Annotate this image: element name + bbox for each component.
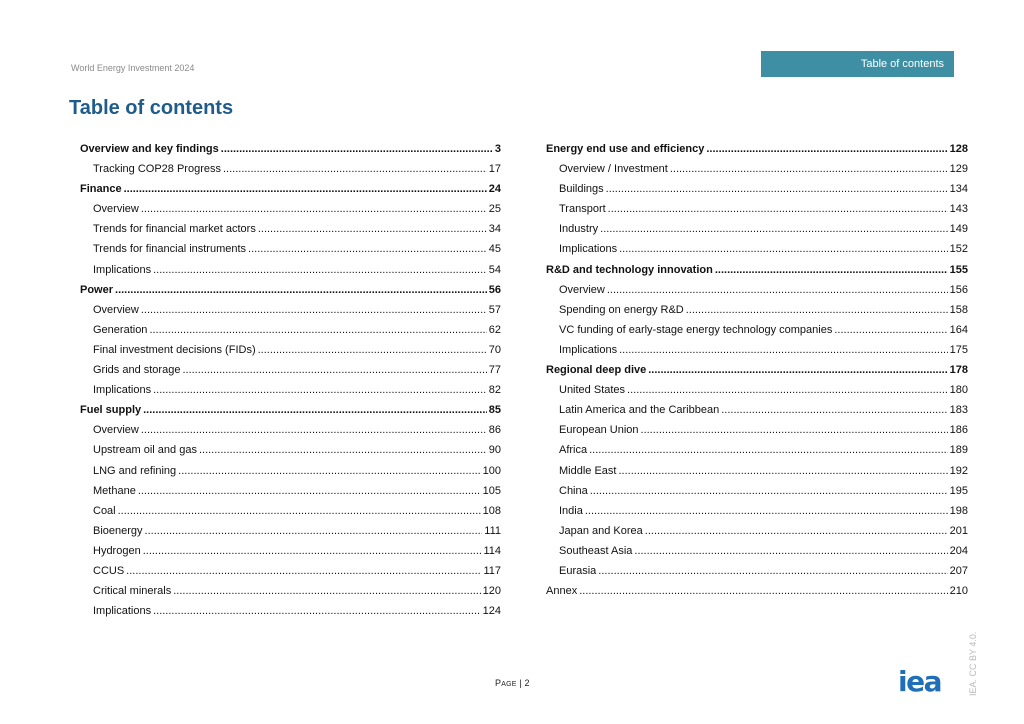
- toc-entry[interactable]: [80, 260, 501, 280]
- toc-entry-label: Implications: [93, 263, 152, 276]
- toc-entry-label: Power: [80, 283, 114, 296]
- toc-entry[interactable]: [546, 159, 968, 179]
- toc-dot-leader: [118, 501, 481, 521]
- toc-page-number: 156: [949, 283, 968, 296]
- toc-entry[interactable]: [80, 340, 501, 360]
- toc-dot-leader: [607, 280, 948, 300]
- toc-dot-leader: [248, 239, 487, 259]
- toc-entry[interactable]: [80, 561, 501, 581]
- toc-section-entry[interactable]: [80, 139, 501, 159]
- toc-entry[interactable]: [546, 340, 968, 360]
- toc-dot-leader: [834, 320, 947, 340]
- toc-column-right: [546, 139, 968, 601]
- toc-entry-label: Spending on energy R&D: [559, 303, 684, 316]
- toc-entry-label: Energy end use and efficiency: [546, 143, 705, 155]
- toc-entry-label: Annex: [546, 585, 578, 598]
- toc-page-number: 45: [488, 243, 501, 256]
- toc-entry-label: Finance: [80, 183, 122, 196]
- toc-entry-label: Trends for financial market actors: [93, 223, 256, 236]
- toc-entry[interactable]: [546, 440, 968, 460]
- toc-dot-leader: [182, 360, 486, 380]
- report-title: World Energy Investment 2024: [71, 63, 195, 73]
- toc-page-number: 134: [949, 183, 968, 196]
- toc-dot-leader: [153, 380, 487, 400]
- toc-page-number: 180: [949, 384, 968, 397]
- toc-entry-label: Industry: [559, 223, 599, 236]
- toc-section-entry[interactable]: [80, 179, 501, 199]
- toc-entry[interactable]: [546, 420, 968, 440]
- toc-entry[interactable]: [80, 380, 501, 400]
- toc-dot-leader: [585, 501, 948, 521]
- toc-dot-leader: [141, 199, 487, 219]
- toc-dot-leader: [145, 521, 483, 541]
- toc-entry-label: Critical minerals: [93, 585, 172, 598]
- toc-dot-leader: [686, 300, 948, 320]
- toc-section-entry[interactable]: [546, 139, 968, 159]
- toc-entry-label: Regional deep dive: [546, 364, 647, 377]
- toc-page-number: 149: [949, 223, 968, 236]
- toc-entry-label: VC funding of early-stage energy technology companies: [559, 323, 833, 336]
- toc-page-number: 204: [949, 544, 968, 557]
- toc-entry-label: Middle East: [559, 464, 617, 477]
- toc-dot-leader: [600, 219, 948, 239]
- toc-page-number: 108: [482, 504, 501, 517]
- toc-dot-leader: [715, 260, 948, 280]
- toc-dot-leader: [618, 461, 947, 481]
- toc-page-number: 54: [488, 263, 501, 276]
- toc-entry-label: China: [559, 484, 588, 497]
- toc-page-number: 62: [488, 323, 501, 336]
- toc-dot-leader: [619, 340, 948, 360]
- toc-entry[interactable]: [80, 541, 501, 561]
- toc-entry[interactable]: [546, 561, 968, 581]
- toc-entry-label: Grids and storage: [93, 364, 181, 377]
- toc-dot-leader: [143, 541, 482, 561]
- toc-entry[interactable]: [80, 159, 501, 179]
- toc-dot-leader: [138, 481, 481, 501]
- toc-entry-label: Generation: [93, 323, 148, 336]
- toc-page-number: 85: [488, 404, 501, 417]
- toc-page-number: 111: [484, 524, 501, 537]
- toc-dot-leader: [706, 139, 947, 159]
- toc-page-number: 114: [483, 544, 501, 557]
- toc-entry-label: Latin America and the Caribbean: [559, 404, 720, 417]
- toc-dot-leader: [153, 260, 487, 280]
- toc-page-number: 189: [949, 444, 968, 457]
- toc-entry-label: Southeast Asia: [559, 544, 633, 557]
- page-number-footer: [495, 678, 530, 688]
- toc-entry[interactable]: [546, 541, 968, 561]
- toc-entry[interactable]: [80, 521, 501, 541]
- toc-page-number: 178: [949, 364, 968, 377]
- toc-entry[interactable]: [80, 501, 501, 521]
- toc-entry-label: Overview: [93, 424, 139, 437]
- toc-page-number: 186: [949, 424, 968, 437]
- toc-entry-label: R&D and technology innovation: [546, 263, 713, 276]
- toc-entry-label: European Union: [559, 424, 639, 437]
- toc-dot-leader: [608, 199, 948, 219]
- page-label-rest: AGE: [501, 681, 517, 688]
- toc-page-number: 210: [949, 585, 968, 598]
- toc-dot-leader: [721, 400, 947, 420]
- toc-entry[interactable]: [546, 320, 968, 340]
- toc-entry[interactable]: [546, 179, 968, 199]
- toc-dot-leader: [579, 581, 947, 601]
- toc-dot-leader: [590, 481, 948, 501]
- toc-entry-label: Bioenergy: [93, 524, 143, 537]
- toc-dot-leader: [173, 581, 480, 601]
- toc-entry[interactable]: [80, 581, 501, 601]
- toc-page-number: 70: [488, 343, 501, 356]
- toc-dot-leader: [648, 360, 947, 380]
- toc-page-number: 100: [482, 464, 501, 477]
- toc-section-entry[interactable]: [546, 260, 968, 280]
- toc-entry[interactable]: [546, 280, 968, 300]
- toc-entry-label: Overview: [93, 203, 139, 216]
- toc-entry-label: Implications: [559, 343, 618, 356]
- toc-dot-leader: [258, 219, 487, 239]
- toc-page-number: 3: [494, 143, 501, 155]
- toc-dot-leader: [641, 420, 948, 440]
- toc-entry[interactable]: [80, 440, 501, 460]
- toc-entry[interactable]: [546, 581, 968, 601]
- toc-page-number: 34: [488, 223, 501, 236]
- toc-entry[interactable]: [80, 420, 501, 440]
- toc-page-number: 77: [488, 364, 501, 377]
- toc-page-number: 192: [949, 464, 968, 477]
- toc-entry-label: United States: [559, 384, 626, 397]
- toc-page-number: 24: [488, 183, 501, 196]
- toc-page-number: 82: [488, 384, 501, 397]
- toc-dot-leader: [115, 280, 487, 300]
- toc-entry[interactable]: [80, 239, 501, 259]
- toc-entry-label: Fuel supply: [80, 404, 142, 417]
- toc-section-entry[interactable]: [80, 280, 501, 300]
- toc-page-number: 158: [949, 303, 968, 316]
- toc-dot-leader: [606, 179, 948, 199]
- toc-entry[interactable]: [546, 501, 968, 521]
- toc-dot-leader: [124, 179, 487, 199]
- toc-dot-leader: [670, 159, 948, 179]
- page-title: Table of contents: [69, 97, 234, 119]
- toc-entry[interactable]: [546, 521, 968, 541]
- toc-entry-label: Coal: [93, 504, 116, 517]
- toc-page-number: 57: [488, 303, 501, 316]
- toc-page-number: 207: [949, 564, 968, 577]
- toc-dot-leader: [178, 461, 480, 481]
- toc-dot-leader: [223, 159, 487, 179]
- toc-dot-leader: [199, 440, 487, 460]
- toc-dot-leader: [619, 239, 948, 259]
- toc-entry-label: Africa: [559, 444, 588, 457]
- toc-page-number: 17: [488, 163, 501, 176]
- toc-entry[interactable]: [546, 461, 968, 481]
- toc-dot-leader: [598, 561, 947, 581]
- license-note: IEA. CC BY 4.0.: [968, 631, 978, 696]
- toc-page-number: 152: [949, 243, 968, 256]
- toc-entry[interactable]: [80, 219, 501, 239]
- toc-page-number: 25: [488, 203, 501, 216]
- toc-page-number: 143: [949, 203, 968, 216]
- toc-page-number: 183: [949, 404, 968, 417]
- toc-entry-label: Overview / Investment: [559, 163, 668, 176]
- toc-page-number: 105: [482, 484, 501, 497]
- toc-page-number: 195: [949, 484, 968, 497]
- toc-entry-label: India: [559, 504, 583, 517]
- toc-page-number: 120: [482, 585, 501, 598]
- toc-dot-leader: [627, 380, 948, 400]
- toc-entry[interactable]: [546, 239, 968, 259]
- toc-dot-leader: [141, 420, 487, 440]
- toc-entry-label: Implications: [559, 243, 618, 256]
- toc-dot-leader: [153, 601, 481, 621]
- toc-entry[interactable]: [80, 601, 501, 621]
- page-label-initial: P: [495, 678, 502, 688]
- toc-entry-label: CCUS: [93, 564, 125, 577]
- page-separator: |: [516, 678, 525, 688]
- toc-page-number: 128: [949, 143, 968, 155]
- toc-entry-label: Implications: [93, 605, 152, 618]
- toc-entry-label: Japan and Korea: [559, 524, 643, 537]
- toc-page-number: 90: [488, 444, 501, 457]
- toc-section-tab[interactable]: Table of contents: [761, 51, 954, 77]
- toc-page-number: 198: [949, 504, 968, 517]
- toc-entry-label: Overview: [559, 283, 605, 296]
- toc-entry-label: Transport: [559, 203, 606, 216]
- toc-entry[interactable]: [80, 300, 501, 320]
- toc-section-entry[interactable]: [546, 360, 968, 380]
- toc-entry-label: Eurasia: [559, 564, 597, 577]
- toc-entry-label: LNG and refining: [93, 464, 177, 477]
- toc-dot-leader: [645, 521, 948, 541]
- toc-page-number: 164: [949, 323, 968, 336]
- toc-entry-label: Overview and key findings: [80, 143, 219, 155]
- toc-entry[interactable]: [80, 199, 501, 219]
- toc-entry[interactable]: [80, 320, 501, 340]
- toc-entry-label: Upstream oil and gas: [93, 444, 197, 457]
- toc-entry[interactable]: [546, 199, 968, 219]
- toc-entry-label: Methane: [93, 484, 136, 497]
- toc-dot-leader: [589, 440, 948, 460]
- toc-entry-label: Trends for financial instruments: [93, 243, 247, 256]
- toc-entry-label: Overview: [93, 303, 139, 316]
- toc-entry[interactable]: [546, 380, 968, 400]
- toc-dot-leader: [126, 561, 481, 581]
- page-number: 2: [524, 678, 530, 688]
- toc-page-number: 56: [488, 283, 501, 296]
- toc-page-number: 175: [949, 343, 968, 356]
- toc-page-number: 86: [488, 424, 501, 437]
- iea-logo-text: iea: [898, 668, 941, 694]
- toc-page-number: 201: [949, 524, 968, 537]
- toc-entry[interactable]: [80, 481, 501, 501]
- toc-entry-label: Final investment decisions (FIDs): [93, 343, 256, 356]
- toc-dot-leader: [141, 300, 487, 320]
- iea-logo: [898, 668, 956, 694]
- toc-section-entry[interactable]: [80, 400, 501, 420]
- toc-entry[interactable]: [546, 300, 968, 320]
- toc-entry-label: Buildings: [559, 183, 604, 196]
- toc-entry[interactable]: [80, 360, 501, 380]
- toc-entry[interactable]: [80, 461, 501, 481]
- toc-dot-leader: [143, 400, 487, 420]
- toc-entry[interactable]: [546, 219, 968, 239]
- toc-entry-label: Hydrogen: [93, 544, 141, 557]
- toc-dot-leader: [258, 340, 487, 360]
- toc-entry-label: Implications: [93, 384, 152, 397]
- toc-page-number: 117: [483, 564, 501, 577]
- toc-page-number: 129: [949, 163, 968, 176]
- toc-page-number: 124: [482, 605, 501, 618]
- toc-dot-leader: [221, 139, 493, 159]
- toc-entry-label: Tracking COP28 Progress: [93, 163, 221, 176]
- toc-entry[interactable]: [546, 481, 968, 501]
- toc-entry[interactable]: [546, 400, 968, 420]
- toc-dot-leader: [634, 541, 947, 561]
- toc-column-left: [80, 139, 501, 621]
- toc-dot-leader: [149, 320, 486, 340]
- toc-page-number: 155: [949, 263, 968, 276]
